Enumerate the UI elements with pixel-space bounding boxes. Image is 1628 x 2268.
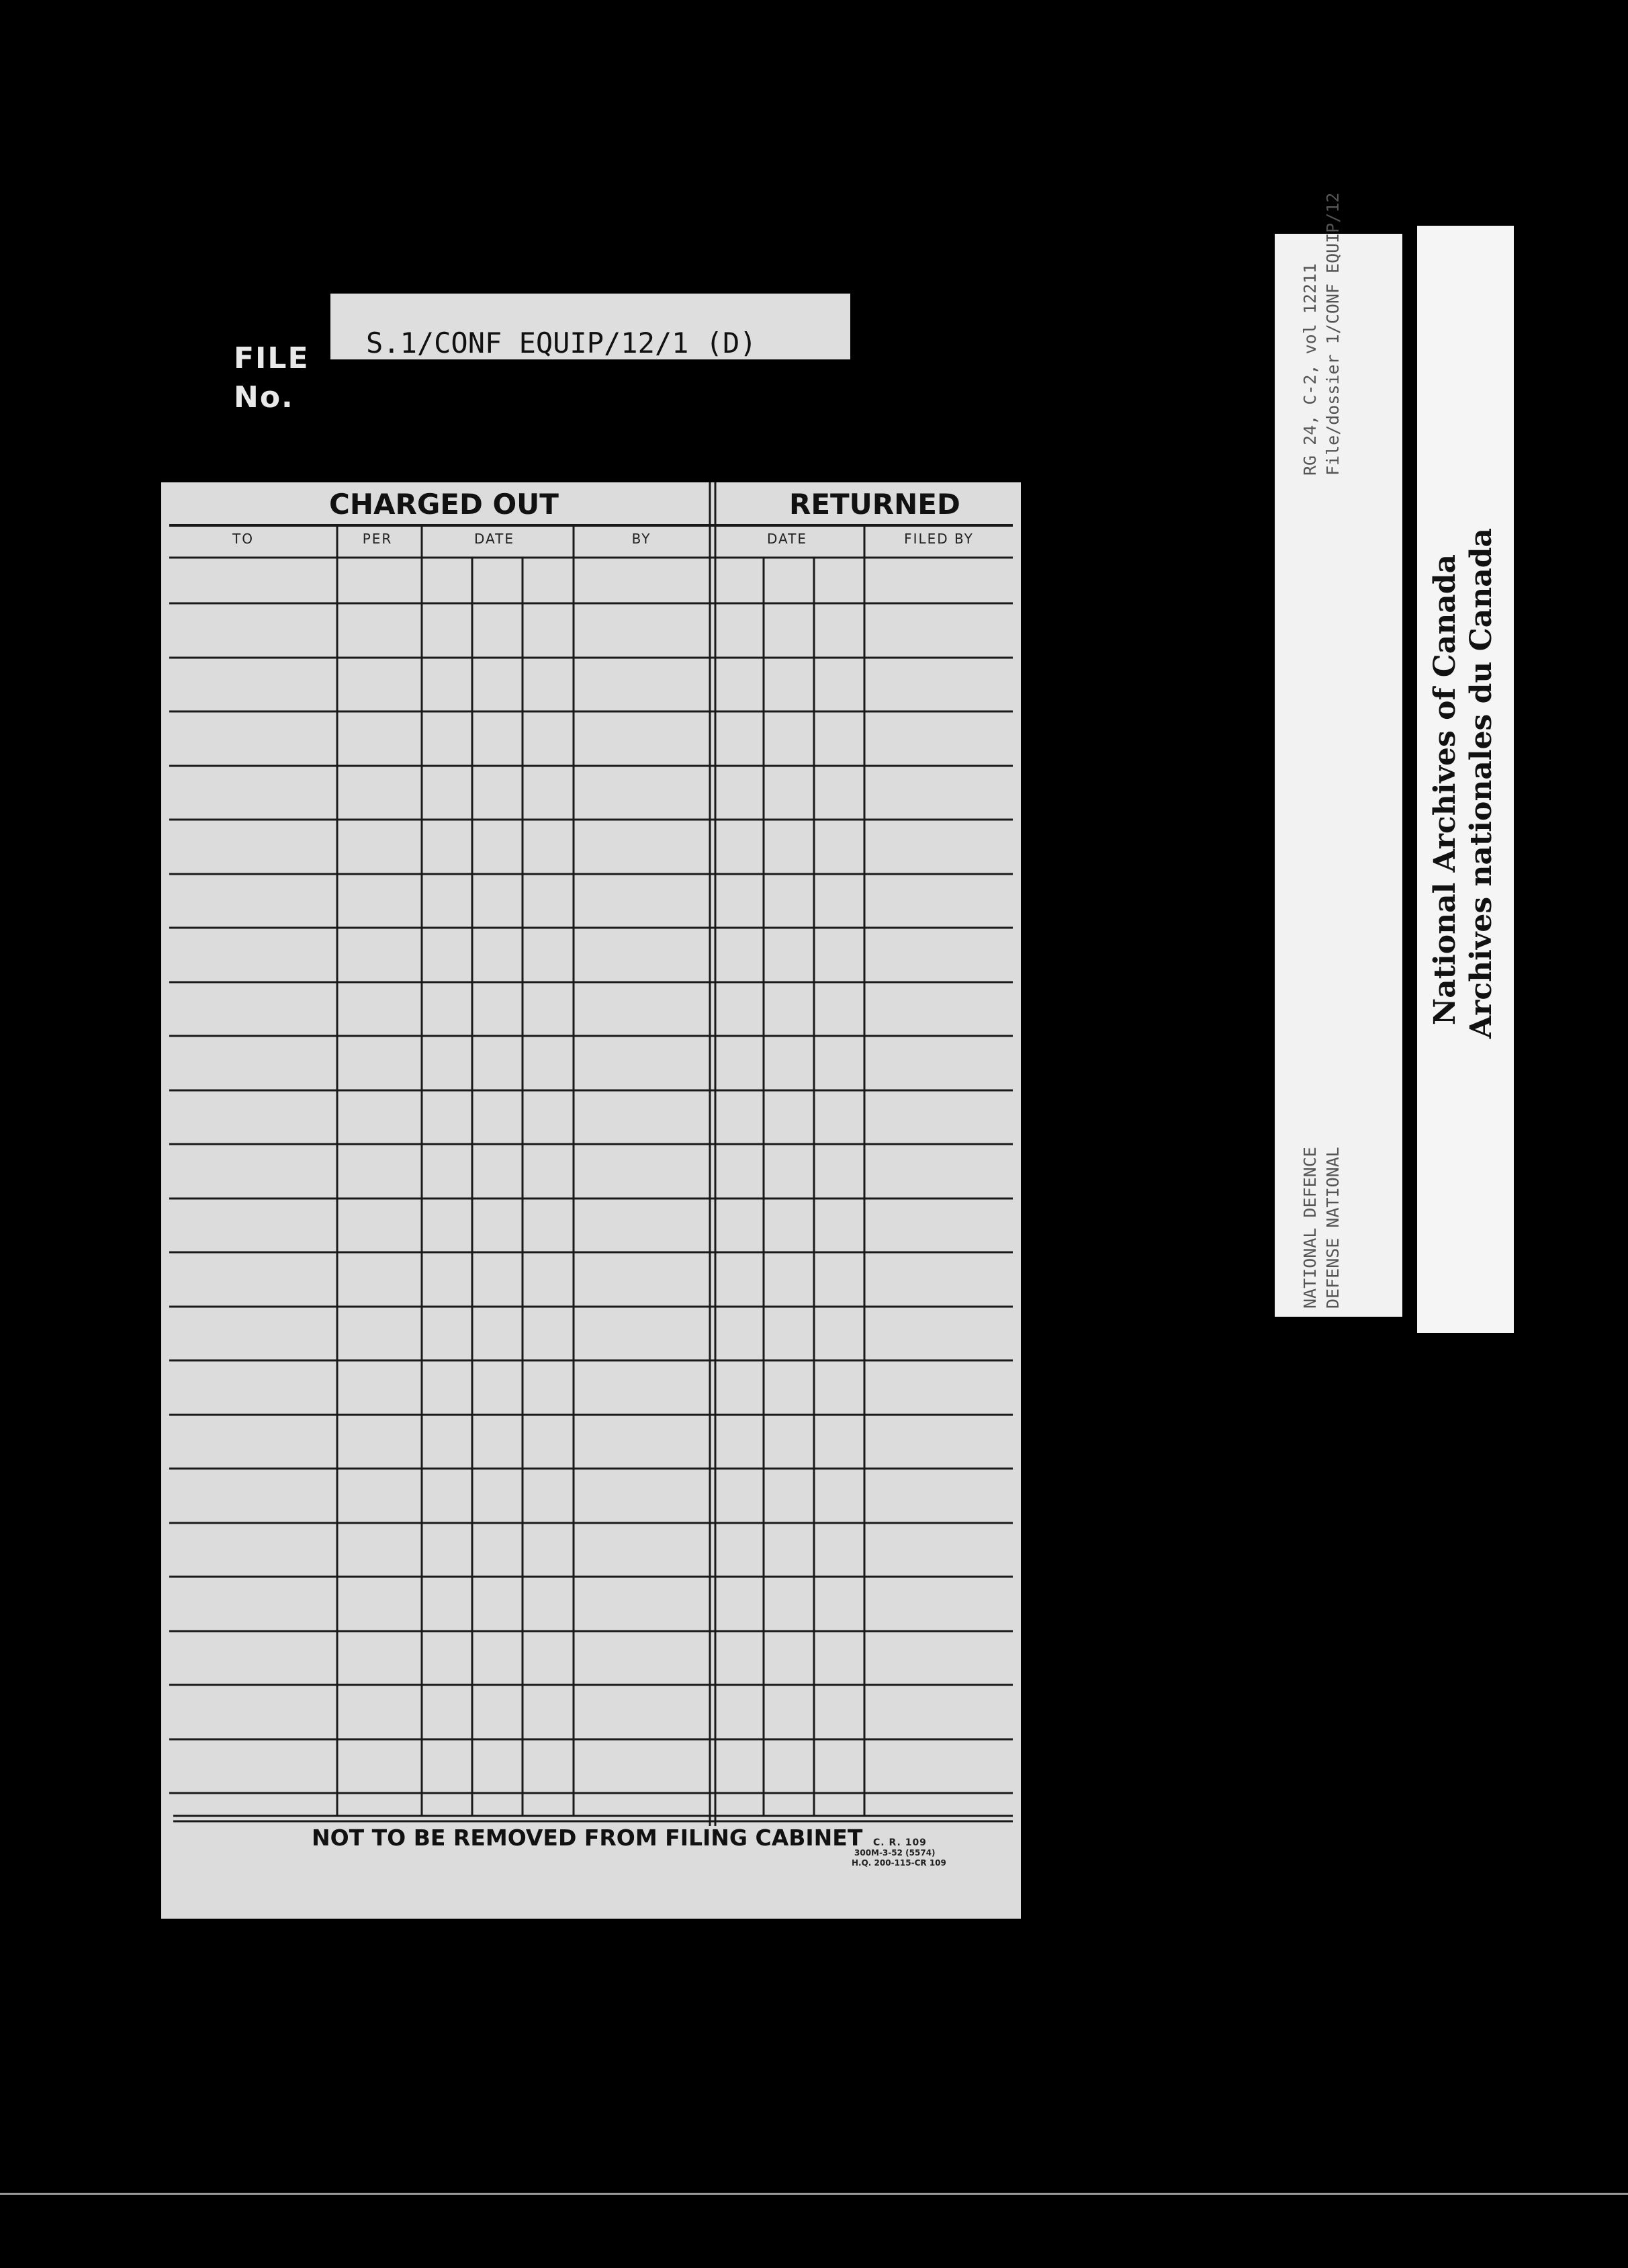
archive-reference-strip bbox=[1275, 192, 1402, 1317]
card-grid bbox=[161, 482, 1021, 1919]
charged-out-title: CHARGED OUT bbox=[329, 488, 559, 521]
col-header-date-returned: DATE bbox=[766, 531, 808, 547]
row-lines bbox=[169, 603, 1013, 1793]
file-number-value: S.1/CONF EQUIP/12/1 (D) bbox=[366, 326, 757, 359]
form-code-2: 300M-3-52 (5574) bbox=[854, 1848, 936, 1858]
institution-line-1: National Archives of Canada bbox=[1428, 554, 1462, 1025]
form-code-3: H.Q. 200-115-CR 109 bbox=[852, 1858, 946, 1868]
file-label-line-2: No. bbox=[234, 380, 294, 415]
archive-reference-line-2: File/dossier 1/CONF EQUIP/12 bbox=[1323, 192, 1343, 476]
file-label-line-1: FILE bbox=[234, 341, 310, 376]
department-line-2: DEFENSE NATIONAL bbox=[1323, 1147, 1343, 1309]
col-header-by: BY bbox=[631, 531, 651, 547]
archive-reference-line-1: RG 24, C-2, vol 12211 bbox=[1300, 263, 1320, 476]
charge-out-card bbox=[161, 482, 1021, 1919]
bottom-rule bbox=[0, 2193, 1628, 2195]
form-code-1: C. R. 109 bbox=[873, 1837, 927, 1848]
department-line-1: NATIONAL DEFENCE bbox=[1300, 1147, 1320, 1309]
form-codes bbox=[852, 1838, 986, 1868]
institution-line-2: Archives nationales du Canada bbox=[1464, 527, 1498, 1039]
col-header-filed-by: FILED BY bbox=[904, 531, 974, 547]
footer-note: NOT TO BE REMOVED FROM FILING CABINET bbox=[312, 1825, 863, 1851]
returned-title: RETURNED bbox=[789, 488, 960, 521]
col-header-to: TO bbox=[232, 531, 254, 547]
file-number-label bbox=[234, 339, 310, 417]
col-header-date-out: DATE bbox=[473, 531, 515, 547]
col-header-per: PER bbox=[362, 531, 393, 547]
archive-institution-strip bbox=[1417, 226, 1514, 1333]
